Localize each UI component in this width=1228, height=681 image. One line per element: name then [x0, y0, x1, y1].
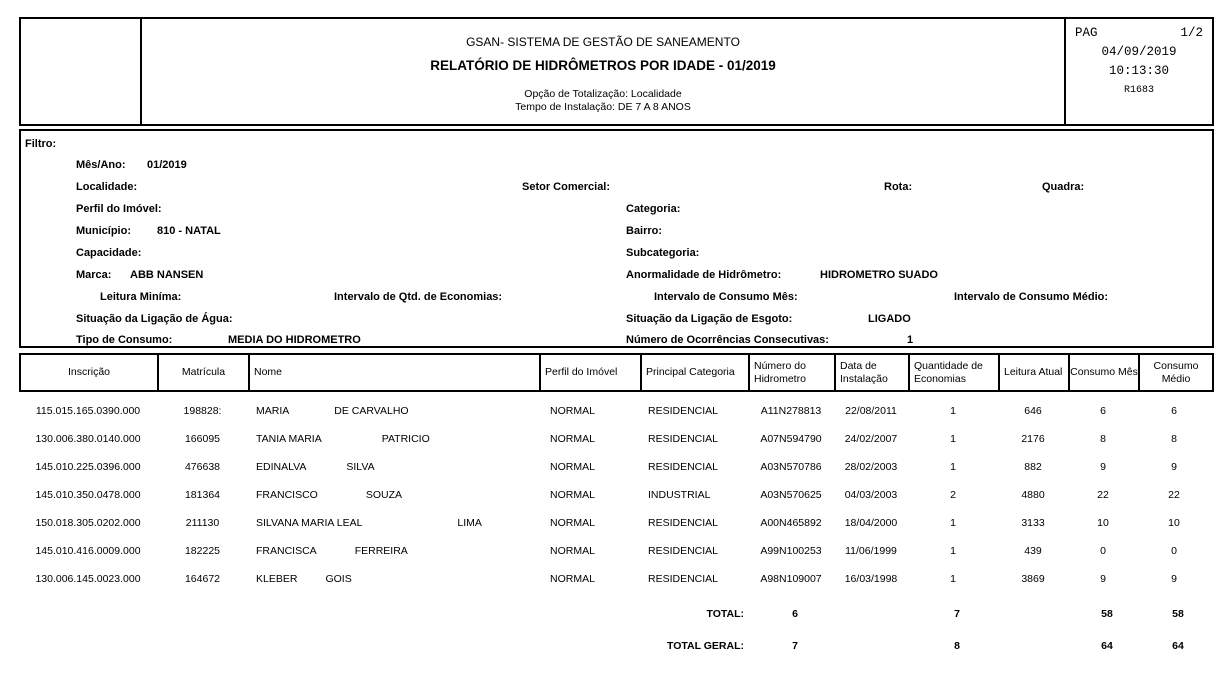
- filter-label: Número de Ocorrências Consecutivas:: [626, 334, 829, 346]
- report-date: 04/09/2019: [1101, 45, 1177, 59]
- filter-title: Filtro:: [25, 138, 57, 150]
- filter-label: Tipo de Consumo:: [76, 334, 173, 346]
- column-header: Quantidade de Economias: [910, 355, 1000, 390]
- cell-data_instalacao: 11/06/1999: [845, 545, 897, 557]
- cell-inscricao: 145.010.225.0396.000: [35, 461, 141, 473]
- column-header: Perfil do Imóvel: [541, 355, 642, 390]
- filter-value: MEDIA DO HIDROMETRO: [228, 334, 361, 346]
- filter-label: Mês/Ano:: [76, 159, 126, 171]
- cell-inscricao: 145.010.350.0478.000: [35, 489, 141, 501]
- totalization-line: Opção de Totalização: Localidade: [524, 88, 682, 100]
- cell-categoria: RESIDENCIAL: [648, 573, 719, 585]
- column-header: Número do Hidrometro: [750, 355, 836, 390]
- cell-matricula: 182225: [184, 545, 221, 557]
- cell-economias: 1: [950, 573, 956, 585]
- filter-label: Perfil do Imóvel:: [76, 203, 162, 215]
- cell-consumo_mes: 6: [1100, 405, 1106, 417]
- table-row: [19, 397, 1214, 425]
- filter-label: Município:: [76, 225, 131, 237]
- cell-inscricao: 115.015.165.0390.000: [35, 405, 141, 417]
- cell-matricula: 181364: [184, 489, 221, 501]
- cell-economias: 1: [950, 433, 956, 445]
- cell-leitura: 882: [1024, 461, 1042, 473]
- redacted-gap: [362, 523, 457, 524]
- cell-perfil: NORMAL: [550, 433, 595, 445]
- cell-data_instalacao: 24/02/2007: [844, 433, 898, 445]
- table-header: [19, 353, 1214, 392]
- cell-consumo_mes: 8: [1100, 433, 1106, 445]
- cell-consumo_medio: 8: [1171, 433, 1177, 445]
- table-row: [19, 537, 1214, 565]
- logo-box: [21, 19, 142, 124]
- cell-matricula: 166095: [184, 433, 221, 445]
- cell-consumo_medio: 6: [1171, 405, 1177, 417]
- total-value: 64: [1101, 640, 1113, 652]
- cell-leitura: 3869: [1021, 573, 1045, 585]
- column-header: Consumo Mês: [1070, 355, 1140, 390]
- filter-label: Capacidade:: [76, 247, 142, 259]
- cell-perfil: NORMAL: [550, 405, 595, 417]
- cell-consumo_medio: 9: [1171, 461, 1177, 473]
- report-time: 10:13:30: [1108, 64, 1169, 78]
- filter-label: Localidade:: [76, 181, 138, 193]
- redacted-gap: [289, 411, 334, 412]
- cell-inscricao: 130.006.380.0140.000: [35, 433, 141, 445]
- cell-perfil: NORMAL: [550, 489, 595, 501]
- page-info-box: [1064, 19, 1212, 124]
- filter-value: HIDROMETRO SUADO: [820, 269, 938, 281]
- cell-name_parts: MARIA DE CARVALHO: [256, 405, 409, 417]
- cell-hidrometro: A03N570625: [760, 489, 822, 501]
- cell-inscricao: 150.018.305.0202.000: [35, 517, 141, 529]
- cell-economias: 1: [950, 405, 956, 417]
- cell-consumo_mes: 0: [1100, 545, 1106, 557]
- filter-label: Intervalo de Consumo Mês:: [654, 291, 798, 303]
- filter-value: 810 - NATAL: [157, 225, 221, 237]
- report-title: RELATÓRIO DE HIDRÔMETROS POR IDADE - 01/2019: [430, 58, 776, 73]
- cell-inscricao: 130.006.145.0023.000: [35, 573, 141, 585]
- filter-label: Subcategoria:: [626, 247, 700, 259]
- filter-label: Quadra:: [1042, 181, 1085, 193]
- cell-economias: 2: [950, 489, 956, 501]
- column-header: Consumo Médio: [1153, 360, 1199, 385]
- column-header: Principal Categoria: [642, 355, 750, 390]
- cell-categoria: RESIDENCIAL: [648, 433, 719, 445]
- total-value: 58: [1172, 608, 1184, 620]
- filter-value: 1: [907, 334, 914, 346]
- column-header: Leitura Atual: [1000, 355, 1070, 390]
- report-header: [19, 17, 1214, 126]
- filter-label: Intervalo de Qtd. de Economias:: [334, 291, 503, 303]
- cell-economias: 1: [950, 461, 956, 473]
- cell-leitura: 4880: [1021, 489, 1045, 501]
- redacted-gap: [317, 551, 355, 552]
- pag-label: PAG: [1075, 26, 1098, 40]
- redacted-gap: [306, 467, 346, 468]
- cell-categoria: INDUSTRIAL: [648, 489, 711, 501]
- cell-name_parts: FRANCISCA FERREIRA: [256, 545, 408, 557]
- cell-name_parts: SILVANA MARIA LEAL LIMA: [256, 517, 482, 529]
- filter-label: Bairro:: [626, 225, 663, 237]
- filter-value: ABB NANSEN: [130, 269, 204, 281]
- cell-perfil: NORMAL: [550, 545, 595, 557]
- redacted-gap: [322, 439, 382, 440]
- redacted-gap: [297, 579, 325, 580]
- filter-label: Rota:: [884, 181, 913, 193]
- cell-consumo_mes: 22: [1097, 489, 1109, 501]
- total-value: 7: [954, 608, 960, 620]
- column-header: Nome: [250, 355, 541, 390]
- report-code: R1683: [1123, 85, 1154, 96]
- cell-name_parts: FRANCISCO SOUZA: [256, 489, 403, 501]
- cell-name_parts: KLEBER GOIS: [256, 573, 352, 585]
- filter-panel: [19, 129, 1214, 348]
- cell-data_instalacao: 18/04/2000: [844, 517, 898, 529]
- cell-data_instalacao: 04/03/2003: [844, 489, 898, 501]
- total-label: TOTAL:: [706, 608, 744, 620]
- total-row: [19, 599, 1214, 629]
- cell-hidrometro: A98N109007: [760, 573, 822, 585]
- cell-economias: 1: [950, 517, 956, 529]
- filter-label: Marca:: [76, 269, 112, 281]
- cell-perfil: NORMAL: [550, 573, 595, 585]
- column-header: Data de Instalação: [836, 355, 910, 390]
- cell-categoria: RESIDENCIAL: [648, 405, 719, 417]
- cell-hidrometro: A07N594790: [760, 433, 822, 445]
- cell-inscricao: 145.010.416.0009.000: [35, 545, 141, 557]
- redacted-gap: [318, 495, 366, 496]
- column-header: Matrícula: [159, 355, 250, 390]
- cell-hidrometro: A00N465892: [760, 517, 822, 529]
- system-title: GSAN- SISTEMA DE GESTÃO DE SANEAMENTO: [466, 35, 740, 49]
- table-row: [19, 565, 1214, 593]
- table-row: [19, 509, 1214, 537]
- page-number: 1/2: [1180, 26, 1203, 40]
- cell-consumo_medio: 10: [1168, 517, 1180, 529]
- cell-categoria: RESIDENCIAL: [648, 461, 719, 473]
- cell-consumo_mes: 9: [1100, 461, 1106, 473]
- cell-name_parts: TANIA MARIA PATRICIO: [256, 433, 430, 445]
- filter-value: LIGADO: [868, 313, 911, 325]
- cell-consumo_medio: 9: [1171, 573, 1177, 585]
- total-geral-row: [19, 631, 1214, 661]
- table-row: [19, 453, 1214, 481]
- cell-hidrometro: A03N570786: [760, 461, 822, 473]
- cell-leitura: 3133: [1021, 517, 1045, 529]
- cell-data_instalacao: 22/08/2011: [845, 405, 897, 417]
- cell-hidrometro: A99N100253: [760, 545, 822, 557]
- filter-value: 01/2019: [147, 159, 187, 171]
- table-row: [19, 481, 1214, 509]
- cell-matricula: 211130: [185, 517, 220, 529]
- cell-consumo_medio: 0: [1171, 545, 1177, 557]
- cell-categoria: RESIDENCIAL: [648, 517, 719, 529]
- filter-label: Anormalidade de Hidrômetro:: [626, 269, 782, 281]
- filter-label: Situação da Ligação de Água:: [76, 313, 233, 325]
- total-label: TOTAL GERAL:: [667, 640, 744, 652]
- cell-matricula: 198828:: [183, 405, 222, 417]
- cell-categoria: RESIDENCIAL: [648, 545, 719, 557]
- cell-leitura: 439: [1024, 545, 1042, 557]
- cell-consumo_mes: 9: [1100, 573, 1106, 585]
- total-value: 58: [1101, 608, 1113, 620]
- cell-matricula: 476638: [184, 461, 221, 473]
- header-titles: [140, 19, 1066, 113]
- cell-consumo_medio: 22: [1168, 489, 1180, 501]
- table-body: [19, 392, 1214, 661]
- filter-label: Intervalo de Consumo Médio:: [954, 291, 1109, 303]
- installation-line: Tempo de Instalação: DE 7 A 8 ANOS: [515, 101, 691, 113]
- cell-hidrometro: A11N278813: [760, 405, 822, 417]
- cell-consumo_mes: 10: [1097, 517, 1109, 529]
- cell-data_instalacao: 16/03/1998: [844, 573, 898, 585]
- filter-label: Situação da Ligação de Esgoto:: [626, 313, 793, 325]
- cell-leitura: 646: [1024, 405, 1042, 417]
- cell-perfil: NORMAL: [550, 517, 595, 529]
- cell-economias: 1: [950, 545, 956, 557]
- filter-label: Categoria:: [626, 203, 681, 215]
- total-value: 6: [792, 608, 798, 620]
- filter-label: Setor Comercial:: [522, 181, 611, 193]
- cell-perfil: NORMAL: [550, 461, 595, 473]
- total-value: 64: [1172, 640, 1184, 652]
- column-header: Inscrição: [21, 355, 159, 390]
- total-value: 8: [954, 640, 960, 652]
- cell-leitura: 2176: [1021, 433, 1045, 445]
- cell-matricula: 164672: [184, 573, 221, 585]
- cell-data_instalacao: 28/02/2003: [844, 461, 898, 473]
- table-row: [19, 425, 1214, 453]
- cell-name_parts: EDINALVA SILVA: [256, 461, 375, 473]
- total-value: 7: [792, 640, 798, 652]
- filter-label: Leitura Miníma:: [100, 291, 182, 303]
